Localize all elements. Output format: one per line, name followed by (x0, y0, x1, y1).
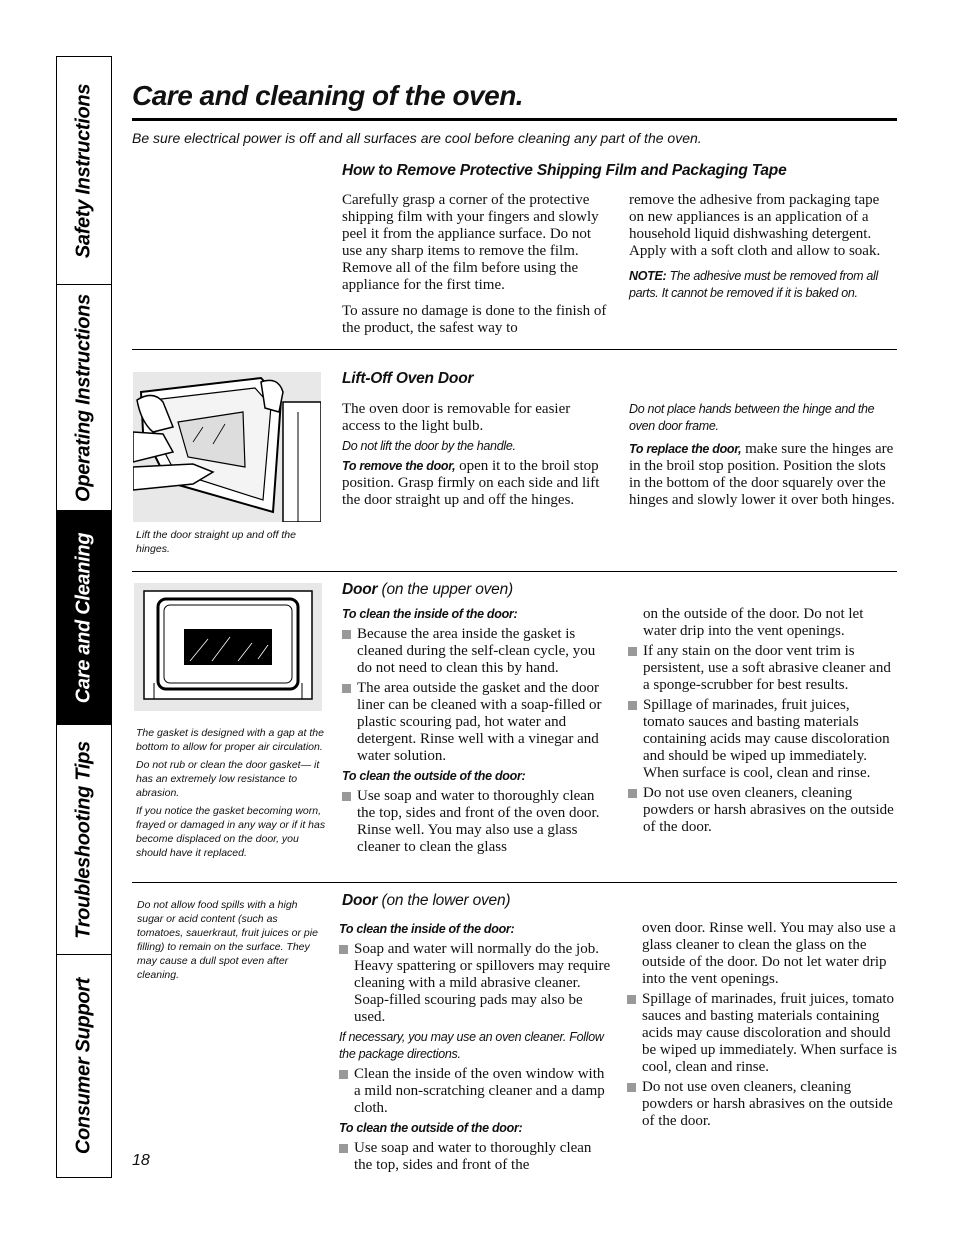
bullet-square-icon (339, 1144, 348, 1153)
page-title: Care and cleaning of the oven. (132, 80, 524, 111)
lift-off-caption: Lift the door straight up and off the hinges. (136, 529, 296, 555)
list-item (628, 697, 894, 782)
list-item-text: Use soap and water to thoroughly clean the top, sides and front of the oven door. Rinse well. You may also use a glass cleaner to clean the glass (357, 788, 600, 855)
upper-door-heading (342, 581, 513, 599)
tab-troubleshooting-tips[interactable] (57, 725, 111, 955)
lift-off-note-1: Do not lift the door by the handle. (342, 439, 516, 453)
lift-off-paragraph-1: The oven door is removable for easier access to the light bulb. (342, 401, 571, 434)
list-item (628, 643, 894, 694)
upper-door-col-1 (342, 606, 612, 856)
heading-bold: Door (342, 892, 378, 909)
list-item-text: Clean the inside of the oven window with a mild non-scratching cleaner and a damp cloth. (354, 1066, 605, 1116)
shipping-heading: How to Remove Protective Shipping Film and Packaging Tape (342, 162, 787, 179)
note-label: NOTE: (629, 269, 667, 283)
lower-outside-heading: To clean the outside of the door: (339, 1121, 523, 1135)
page-number: 18 (132, 1152, 150, 1169)
bullet-square-icon (342, 792, 351, 801)
heading-bold: Door (342, 581, 378, 598)
list-item-text: If any stain on the door vent trim is persistent, use a soft abrasive cleaner and a sponge-scrubber for best results. (643, 643, 891, 693)
remove-door-text: open it to the broil stop position. Grasp firmly on each side and lift the door straight up and off the hinges. (342, 458, 600, 508)
gasket-caption-1: The gasket is designed with a gap at the bottom to allow for proper air circulation. (136, 727, 324, 753)
shipping-note (629, 268, 897, 302)
bullet-square-icon (342, 684, 351, 693)
list-item-text: Spillage of marinades, fruit juices, tomato sauces and basting materials containing acids may cause discoloration and should be wiped up immediately. When surface is cool, clean and rinse. (642, 991, 897, 1075)
bullet-square-icon (628, 647, 637, 656)
lower-door-col-2 (627, 920, 897, 1130)
upper-door-col-2 (628, 606, 894, 836)
title-rule (132, 118, 897, 121)
note-text: The adhesive must be removed from all parts. It cannot be removed if it is baked on. (629, 269, 879, 300)
list-item (339, 1066, 611, 1117)
bullet-square-icon (628, 701, 637, 710)
upper-outside-heading: To clean the outside of the door: (342, 769, 526, 783)
replace-door-paragraph (629, 441, 895, 509)
lift-off-col-1 (342, 401, 604, 509)
lower-door-heading (342, 892, 510, 910)
list-item (627, 1079, 897, 1130)
list-item (339, 941, 611, 1026)
section-divider (132, 349, 897, 350)
lower-door-col-1 (339, 921, 611, 1174)
section-divider (132, 882, 897, 883)
bullet-square-icon (627, 1083, 636, 1092)
list-item-text: Because the area inside the gasket is cleaned during the self-clean cycle, you do not need to clean this by hand. (357, 626, 596, 676)
shipping-col-2 (629, 192, 897, 302)
section-tabs (56, 56, 112, 1178)
list-item-text: Do not use oven cleaners, cleaning powders or harsh abrasives on the outside of the door. (643, 785, 894, 835)
bullet-square-icon (342, 630, 351, 639)
lower-inside-heading: To clean the inside of the door: (339, 922, 515, 936)
list-item-text: Spillage of marinades, fruit juices, tomato sauces and basting materials containing acids may cause discoloration and should be wiped up immediately. When surface is cool, clean and rinse. (643, 697, 890, 781)
tab-label: Troubleshooting Tips (72, 740, 95, 939)
tab-operating-instructions[interactable] (57, 285, 111, 511)
oven-door-gasket-illustration (134, 583, 322, 711)
list-item (342, 788, 612, 856)
tab-label: Care and Cleaning (72, 532, 95, 703)
tab-care-and-cleaning[interactable] (57, 511, 111, 725)
tab-consumer-support[interactable] (57, 955, 111, 1177)
section-divider (132, 571, 897, 572)
lift-off-door-illustration (133, 372, 321, 522)
gasket-caption-3: If you notice the gasket becoming worn, frayed or damaged in any way or if it has become displaced on the door, you should have it replaced. (136, 805, 326, 859)
tab-label: Consumer Support (72, 977, 95, 1155)
page-subtitle: Be sure electrical power is off and all surfaces are cool before cleaning any part of the oven. (132, 130, 702, 146)
replace-door-text: make sure the hinges are in the broil stop position. Position the slots in the bottom of the door squarely over the hinges and slowly lower it over both hinges. (629, 441, 895, 508)
list-item-continued: oven door. Rinse well. You may also use a glass cleaner to clean the glass on the outside of the door. Do not let water drip into the vent openings. (642, 920, 896, 987)
gasket-captions (136, 726, 328, 860)
list-item (627, 991, 897, 1076)
list-item (342, 626, 612, 677)
upper-inside-heading: To clean the inside of the door: (342, 607, 518, 621)
tab-label: Safety Instructions (72, 83, 95, 258)
tab-label: Operating Instructions (72, 293, 95, 502)
bullet-square-icon (628, 789, 637, 798)
list-item-text: Soap and water will normally do the job. Heavy spattering or spillovers may require cleaning with a mild abrasive cleaner. Soap-filled scouring pads may also be used. (354, 941, 611, 1025)
tab-safety-instructions[interactable] (57, 57, 111, 285)
food-spill-caption: Do not allow food spills with a high sugar or acid content (such as tomatoes, sauerkraut, fruit juices or pie filling) to remain on the surface. They may cause a dull spot even after cleaning. (137, 899, 318, 981)
gasket-caption-2: Do not rub or clean the door gasket— it has an extremely low resistance to abrasion. (136, 759, 320, 799)
oven-cleaner-note: If necessary, you may use an oven cleaner. Follow the package directions. (339, 1030, 604, 1061)
shipping-paragraph-3: remove the adhesive from packaging tape on new appliances is an application of a household liquid dishwashing detergent. Apply with a soft cloth and allow to soak. (629, 192, 881, 259)
list-item-text: The area outside the gasket and the door liner can be cleaned with a soap-filled or plastic scouring pad, hot water and detergent. Rinse well with a vinegar and water solution. (357, 680, 602, 764)
list-item (342, 680, 612, 765)
heading-light: (on the lower oven) (377, 892, 511, 909)
remove-door-paragraph (342, 458, 604, 509)
lift-off-col-2 (629, 401, 895, 509)
bullet-square-icon (339, 945, 348, 954)
lift-off-heading: Lift-Off Oven Door (342, 370, 474, 387)
shipping-paragraph-2: To assure no damage is done to the finish of the product, the safest way to (342, 303, 607, 336)
shipping-paragraph-1: Carefully grasp a corner of the protective shipping film with your fingers and slowly peel it from the appliance surface. Do not use any sharp items to remove the film. Remove all of the film before using the appliance for the first time. (342, 192, 599, 293)
heading-light: (on the upper oven) (377, 581, 513, 598)
shipping-col-1 (342, 192, 612, 337)
list-item-text: Do not use oven cleaners, cleaning powders or harsh abrasives on the outside of the door. (642, 1079, 893, 1129)
bullet-square-icon (627, 995, 636, 1004)
bullet-square-icon (339, 1070, 348, 1079)
list-item (628, 785, 894, 836)
replace-door-label: To replace the door, (629, 442, 742, 456)
list-item-continued: on the outside of the door. Do not let water drip into the vent openings. (643, 606, 864, 639)
list-item (339, 1140, 611, 1174)
list-item-text: Use soap and water to thoroughly clean the top, sides and front of the (354, 1140, 592, 1173)
remove-door-label: To remove the door, (342, 459, 456, 473)
lift-off-note-2: Do not place hands between the hinge and the oven door frame. (629, 402, 875, 433)
